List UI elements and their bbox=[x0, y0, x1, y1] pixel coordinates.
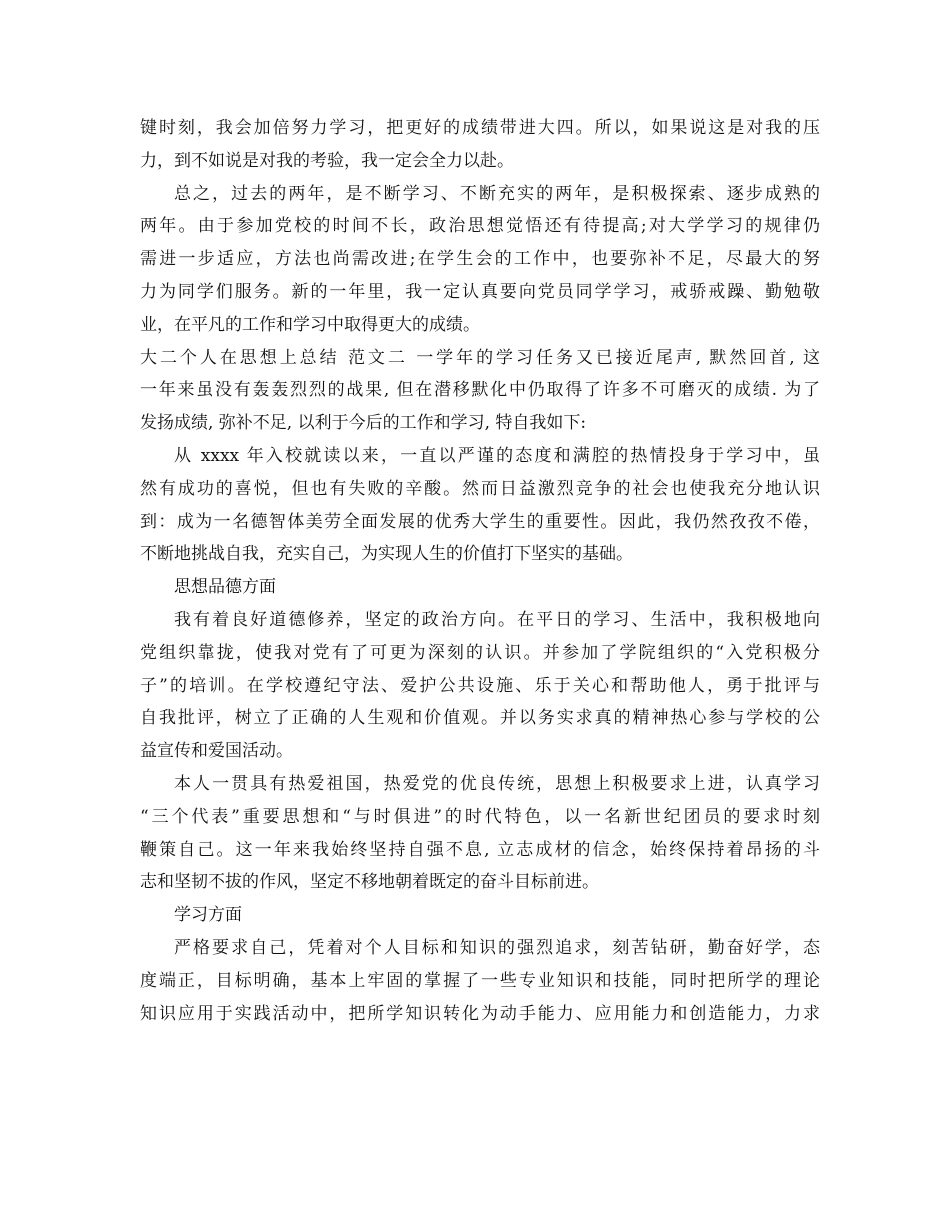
text-line: 知识应用于实践活动中，把所学知识转化为动手能力、应用能力和创造能力，力求 bbox=[140, 1003, 820, 1024]
text-line: 总之，过去的两年，是不断学习、不断充实的两年，是积极探索、逐步成熟的 bbox=[174, 183, 820, 204]
text-line: “三个代表”重要思想和“与时俱进”的时代特色，以一名新世纪团员的要求时刻 bbox=[140, 806, 820, 827]
text-line: 不断地挑战自我，充实自己，为实现人生的价值打下坚实的基础。 bbox=[140, 544, 633, 565]
text-line: 发扬成绩, 弥补不足, 以利于今后的工作和学习, 特自我如下: bbox=[140, 413, 587, 434]
text-line: 子”的培训。在学校遵纪守法、爱护公共设施、乐于关心和帮助他人，勇于批评与 bbox=[140, 675, 820, 696]
text-line: 业，在平凡的工作和学习中取得更大的成绩。 bbox=[140, 314, 480, 335]
text-line: 自我批评，树立了正确的人生观和价值观。并以务实求真的精神热心参与学校的公 bbox=[140, 708, 820, 729]
text-line: 我有着良好道德修养，坚定的政治方向。在平日的学习、生活中，我积极地向 bbox=[174, 609, 820, 630]
text-line: 益宣传和爱国活动。 bbox=[140, 741, 293, 762]
text-line: 思想品德方面 bbox=[174, 577, 276, 598]
text-line: 大二个人在思想上总结 范文二 一学年的学习任务又已接近尾声, 默然回首, 这 bbox=[140, 347, 820, 368]
text-line: 两年。由于参加党校的时间不长，政治思想觉悟还有待提高;对大学学习的规律仍 bbox=[140, 216, 820, 237]
text-line: 力为同学们服务。新的一年里，我一定认真要向党员同学学习，戒骄戒躁、勤勉敬 bbox=[140, 281, 820, 302]
text-line: 从 xxxx 年入校就读以来，一直以严谨的态度和满腔的热情投身于学习中，虽 bbox=[174, 445, 820, 466]
document-page bbox=[140, 112, 820, 1030]
text-line: 严格要求自己，凭着对个人目标和知识的强烈追求，刻苦钻研，勤奋好学，态 bbox=[174, 937, 820, 958]
text-line: 到：成为一名德智体美劳全面发展的优秀大学生的重要性。因此，我仍然孜孜不倦， bbox=[140, 511, 820, 532]
text-line: 然有成功的喜悦，但也有失败的辛酸。然而日益激烈竞争的社会也使我充分地认识 bbox=[140, 478, 820, 499]
text-line: 键时刻，我会加倍努力学习，把更好的成绩带进大四。所以，如果说这是对我的压 bbox=[140, 118, 820, 138]
text-line: 一年来虽没有轰轰烈烈的战果, 但在潜移默化中仍取得了许多不可磨灭的成绩. 为了 bbox=[140, 380, 820, 401]
text-line: 本人一贯具有热爱祖国，热爱党的优良传统，思想上积极要求上进，认真学习 bbox=[174, 773, 820, 794]
text-line: 学习方面 bbox=[174, 905, 242, 926]
text-line: 志和坚韧不拔的作风，坚定不移地朝着既定的奋斗目标前进。 bbox=[140, 872, 599, 893]
text-line: 鞭策自己。这一年来我始终坚持自强不息, 立志成材的信念，始终保持着昂扬的斗 bbox=[140, 839, 820, 860]
text-line: 度端正，目标明确，基本上牢固的掌握了一些专业知识和技能，同时把所学的理论 bbox=[140, 970, 820, 991]
text-line: 需进一步适应，方法也尚需改进;在学生会的工作中，也要弥补不足，尽最大的努 bbox=[140, 249, 820, 270]
text-line: 力，到不如说是对我的考验，我一定会全力以赴。 bbox=[140, 150, 514, 171]
text-line: 党组织靠拢，使我对党有了可更为深刻的认识。并参加了学院组织的“入党积极分 bbox=[140, 642, 820, 663]
